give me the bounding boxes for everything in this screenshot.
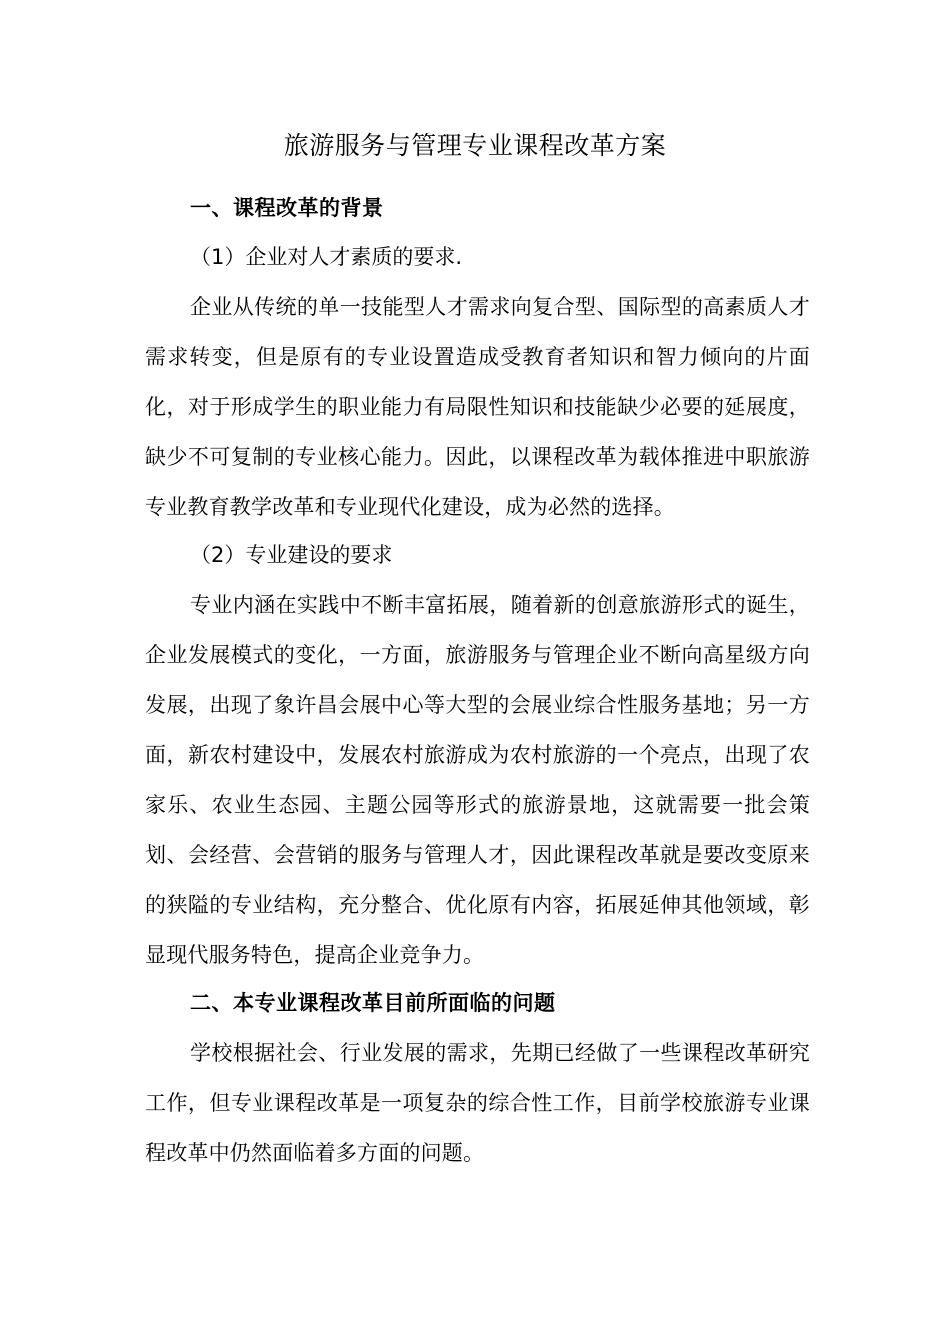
subsection-1-heading: （1）企业对人才素质的要求. <box>190 245 463 269</box>
subsection-2-heading: （2）专业建设的要求 <box>190 543 393 567</box>
subsection-1-paragraph: 企业从传统的单一技能型人才需求向复合型、国际型的高素质人才需求转变，但是原有的专业设置造成受教育者知识和智力倾向的片面化，对于形成学生的职业能力有局限性知识和技能缺少必要的延展度，缺少不可复制的专业核心能力。因此，以课程改革为载体推进中职旅游专业教育教学改革和专业现代化建设，成为必然的选择。 <box>145 295 810 519</box>
section-2-heading: 二、本专业课程改革目前所面临的问题 <box>190 991 556 1015</box>
section-1-heading: 一、课程改革的背景 <box>190 196 384 220</box>
subsection-2-paragraph: 专业内涵在实践中不断丰富拓展，随着新的创意旅游形式的诞生，企业发展模式的变化，一方面，旅游服务与管理企业不断向高星级方向发展，出现了象许昌会展中心等大型的会展业综合性服务基地；另一方面，新农村建设中，发展农村旅游成为农村旅游的一个亮点，出现了农家乐、农业生态园、主题公园等形式的旅游景地，这就需要一批会策划、会经营、会营销的服务与管理人才，因此课程改革就是要改变原来的狭隘的专业结构，充分整合、优化原有内容，拓展延伸其他领域，彰显现代服务特色，提高企业竞争力。 <box>145 593 810 967</box>
document-title: 旅游服务与管理专业课程改革方案 <box>283 131 667 160</box>
section-2-paragraph: 学校根据社会、行业发展的需求，先期已经做了一些课程改革研究工作，但专业课程改革是一项复杂的综合性工作，目前学校旅游专业课程改革中仍然面临着多方面的问题。 <box>145 1041 810 1165</box>
